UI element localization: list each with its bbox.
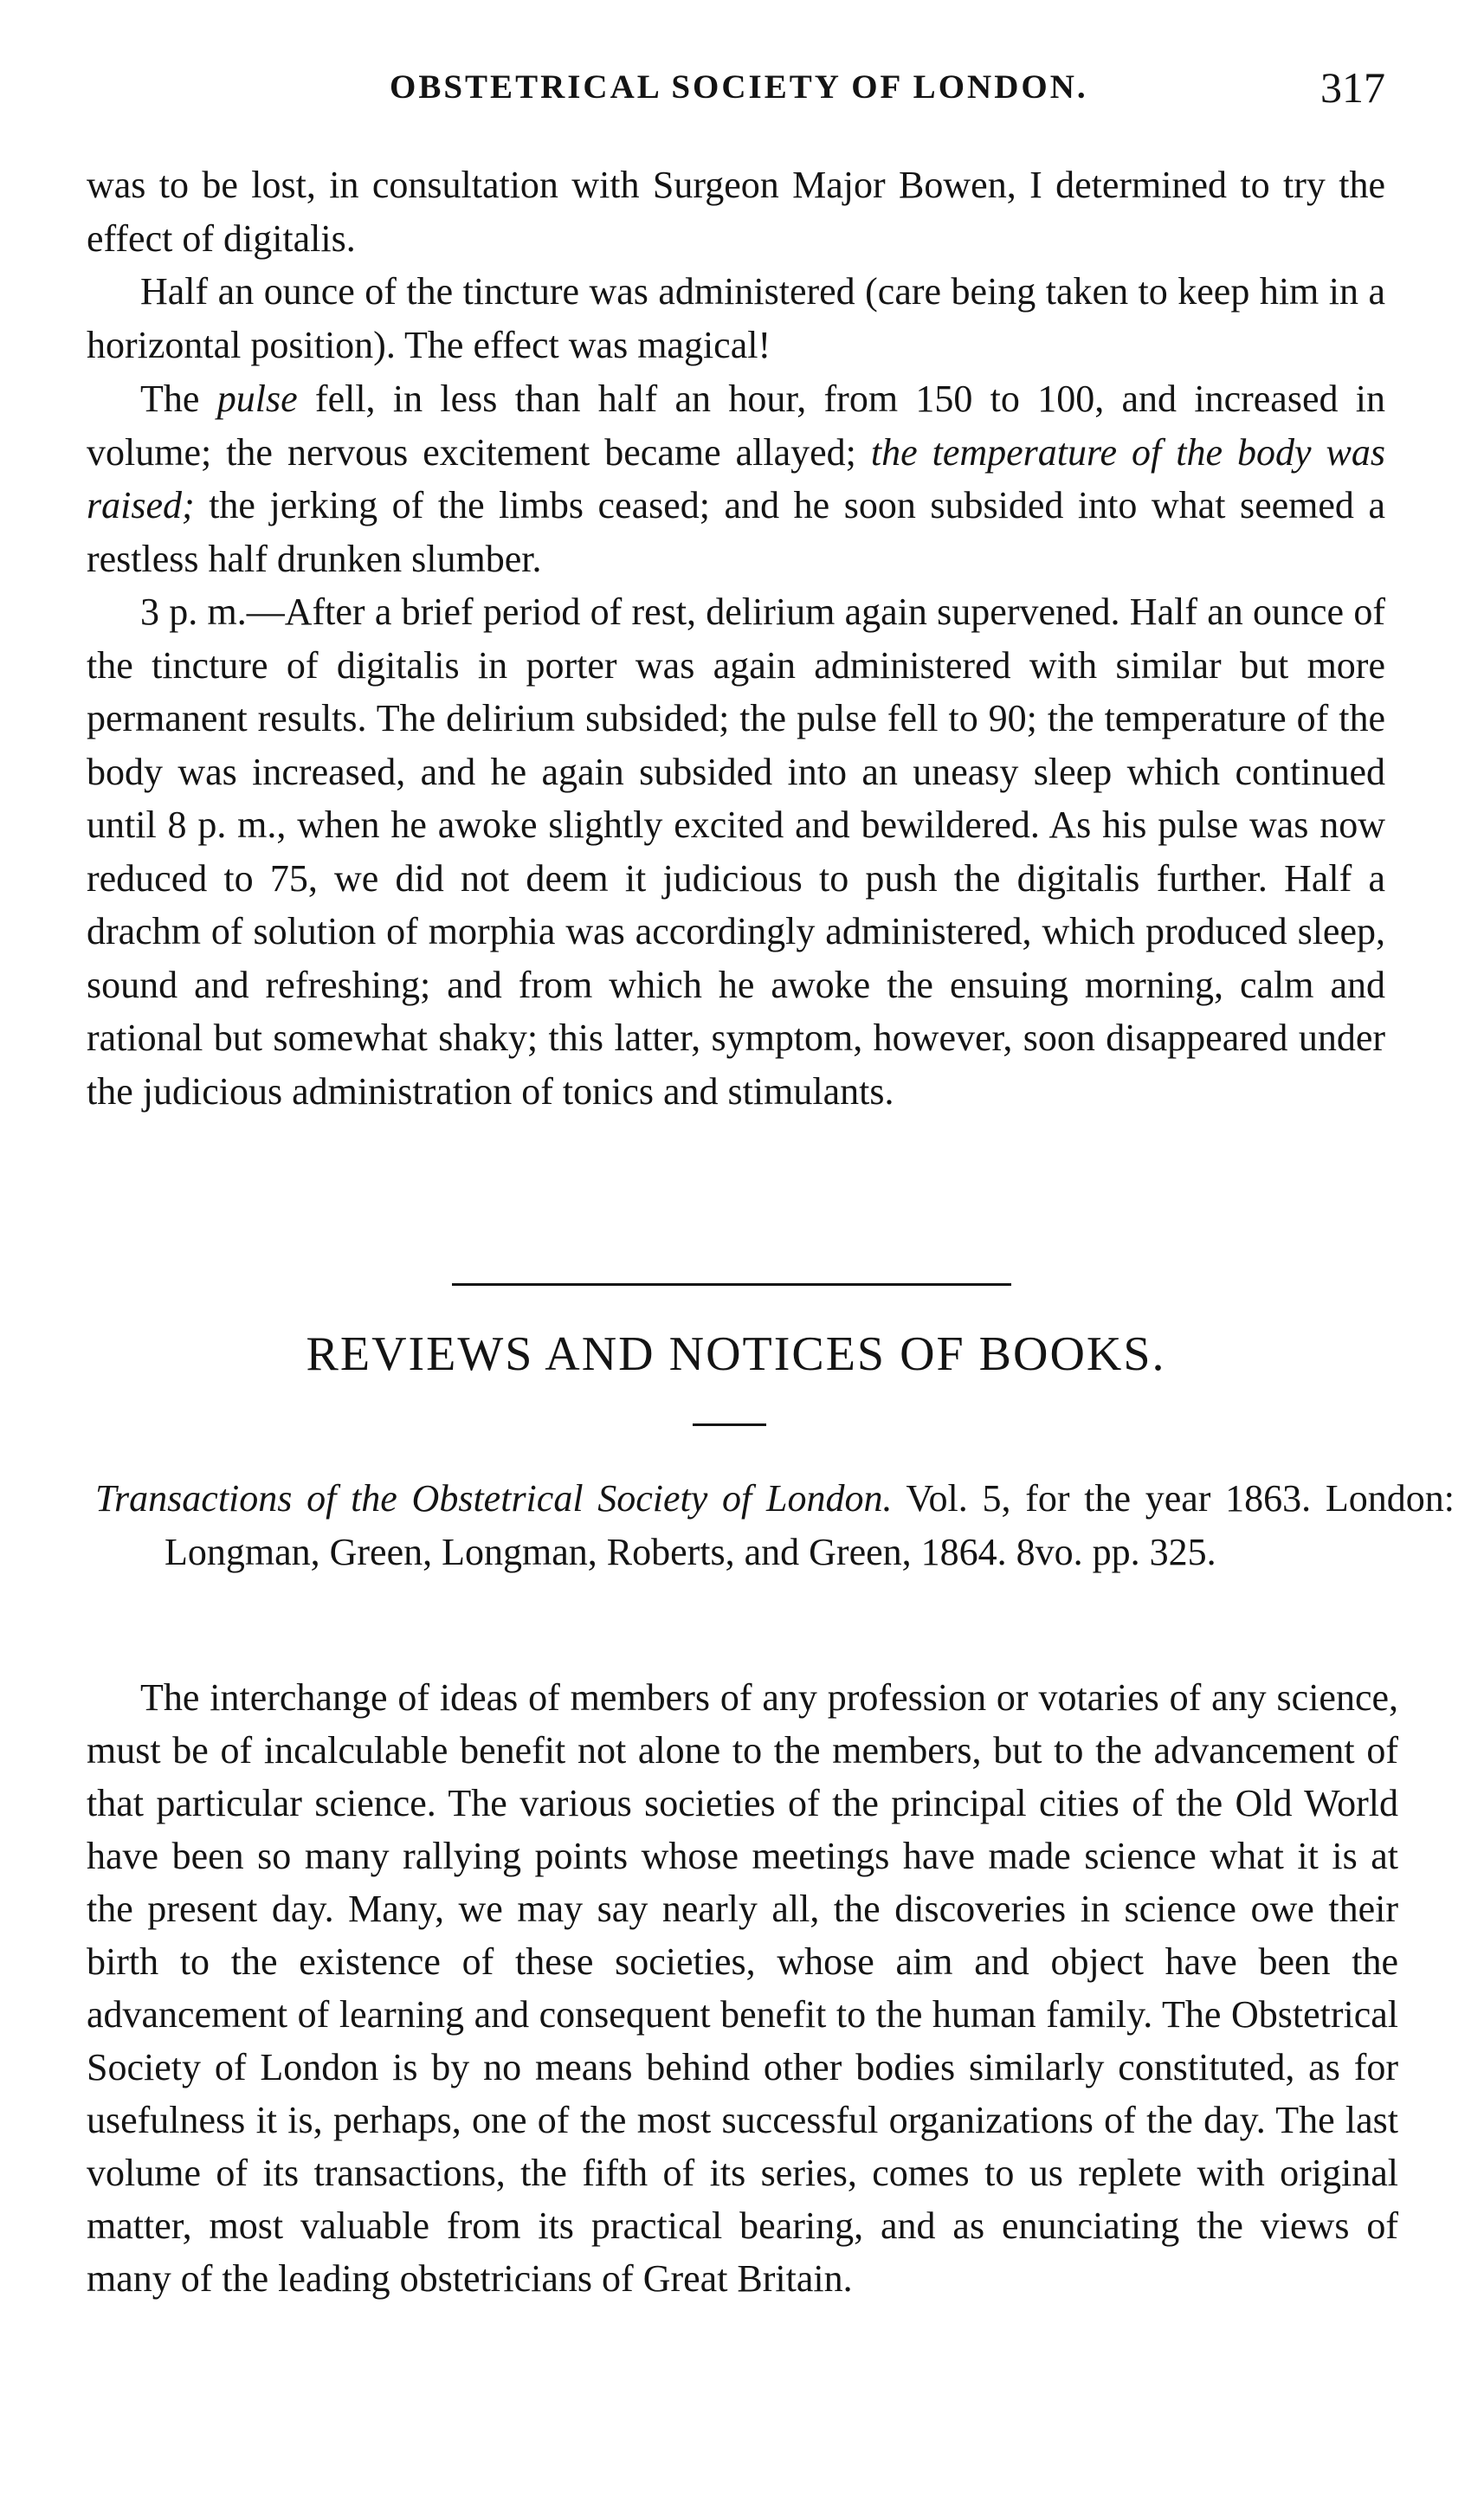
pulse-emphasis: pulse [216, 378, 298, 420]
page-number: 317 [1320, 63, 1385, 112]
section-divider [452, 1283, 1011, 1286]
section-title: REVIEWS AND NOTICES OF BOOKS. [306, 1327, 1166, 1381]
case-paragraph-1: was to be lost, in consultation with Surgeon Major Bowen, I determined to try the effect of digitalis. [87, 164, 1385, 260]
book-citation [95, 1472, 1455, 1579]
paragraph-end: the jerking of the limbs ceased; and he soon subsided into what seemed a restless half drunken slumber. [87, 484, 1385, 580]
review-paragraph: The interchange of ideas of members of any profession or votaries of any science, must be of incalculable benefit not alone to the members, but to the advancement of that particular science. The various societies of the principal cities of the Old World have been so many rallying points whose meetings have made science what it is at the present day. Many, we may say nearly all, the discoveries in science owe their birth to the existence of these societies, whose aim and object have been the advancement of learning and consequent benefit to the human family. The Obstetrical Society of London is by no means behind other bodies similarly constituted, as for usefulness it is, perhaps, one of the most successful organizations of the day. The last volume of its transactions, the fifth of its series, comes to us replete with original matter, most valuable from its practical bearing, and as enunciating the views of many of the leading obstetricians of Great Britain. [87, 1676, 1398, 2300]
citation-title: Transactions of the Obstetrical Society of London. [95, 1477, 893, 1520]
paragraph-lead: The [140, 378, 217, 420]
page-header [87, 63, 1385, 119]
case-paragraph-4: 3 p. m.—After a brief period of rest, delirium again supervened. Half an ounce of the tincture of digitalis in porter was again administered with similar but more permanent results. The delirium subsided; the pulse fell to 90; the temperature of the body was increased, and he again subsided into an uneasy sleep which continued until 8 p. m., when he awoke slightly excited and bewildered. As his pulse was now reduced to 75, we did not deem it judicious to push the digitalis further. Half a drachm of solution of morphia was accordingly administered, which produced sleep, sound and refreshing; and from which he awoke the ensuing morning, calm and rational but somewhat shaky; this latter, symptom, however, soon disappeared under the judicious administration of tonics and stimulants. [87, 591, 1385, 1113]
title-underline [693, 1423, 766, 1426]
paragraph-middle: fell, in less than half an hour, from 150 to 100, and increased in volume; the nervous excitement became allayed; [87, 378, 1386, 474]
case-paragraph-2: Half an ounce of the tincture was administered (care being taken to keep him in a horizontal position). The effect was magical! [87, 270, 1385, 366]
temperature-emphasis: the temperature of the body was raised; [87, 430, 1385, 526]
citation-details: Vol. 5, for the year 1863. London: Longman, Green, Longman, Roberts, and Green, 1864. 8vo. pp. 325. [165, 1477, 1455, 1573]
case-paragraph-3 [87, 372, 1385, 585]
running-head: OBSTETRICAL SOCIETY OF LONDON. [390, 68, 1088, 106]
